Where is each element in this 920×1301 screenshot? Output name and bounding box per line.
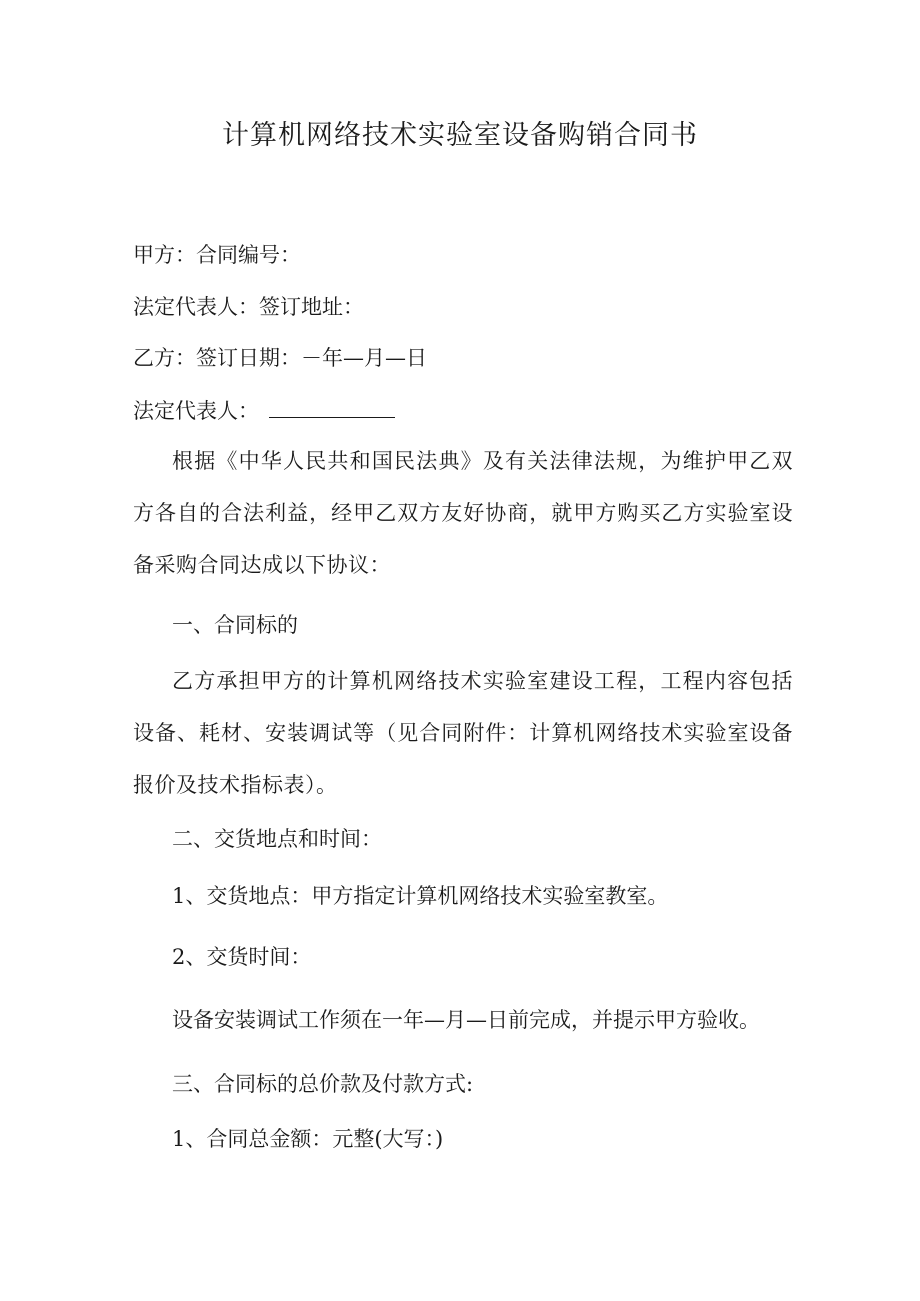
section-3-heading: 三、合同标的总价款及付款方式: bbox=[172, 1072, 474, 1096]
intro-paragraph: 根据《中华人民共和国民法典》及有关法律法规，为维护甲乙双方各自的合法利益，经甲乙双方友好协商，就甲方购买乙方实验室设备采购合同达成以下协议： bbox=[133, 449, 793, 577]
party-a-contract-number: 甲方：合同编号： bbox=[133, 243, 301, 267]
legal-representative-label: 法定代表人： bbox=[133, 399, 259, 423]
section-1-body: 乙方承担甲方的计算机网络技术实验室建设工程，工程内容包括设备、耗材、安装调试等（见合同附件：计算机网络技术实验室设备报价及技术指标表）。 bbox=[133, 669, 793, 797]
section-2-item-2: 2、交货时间： bbox=[172, 945, 312, 969]
section-3-item-1: 1、合同总金额：元整(大写：) bbox=[172, 1127, 444, 1151]
legal-representative-line bbox=[133, 395, 395, 426]
section-2-item-2-detail: 设备安装调试工作须在一年—月—日前完成，并提示甲方验收。 bbox=[172, 1008, 760, 1032]
section-2-heading: 二、交货地点和时间： bbox=[172, 827, 382, 851]
legal-representative-signing-address: 法定代表人：签订地址： bbox=[133, 295, 364, 319]
section-2-item-1: 1、交货地点：甲方指定计算机网络技术实验室教室。 bbox=[172, 884, 669, 908]
section-1-heading: 一、合同标的 bbox=[172, 613, 298, 637]
party-b-signing-date: 乙方：签订日期：－年—月—日 bbox=[133, 346, 427, 370]
signature-blank-line bbox=[269, 395, 395, 418]
document-title: 计算机网络技术实验室设备购销合同书 bbox=[222, 120, 698, 151]
